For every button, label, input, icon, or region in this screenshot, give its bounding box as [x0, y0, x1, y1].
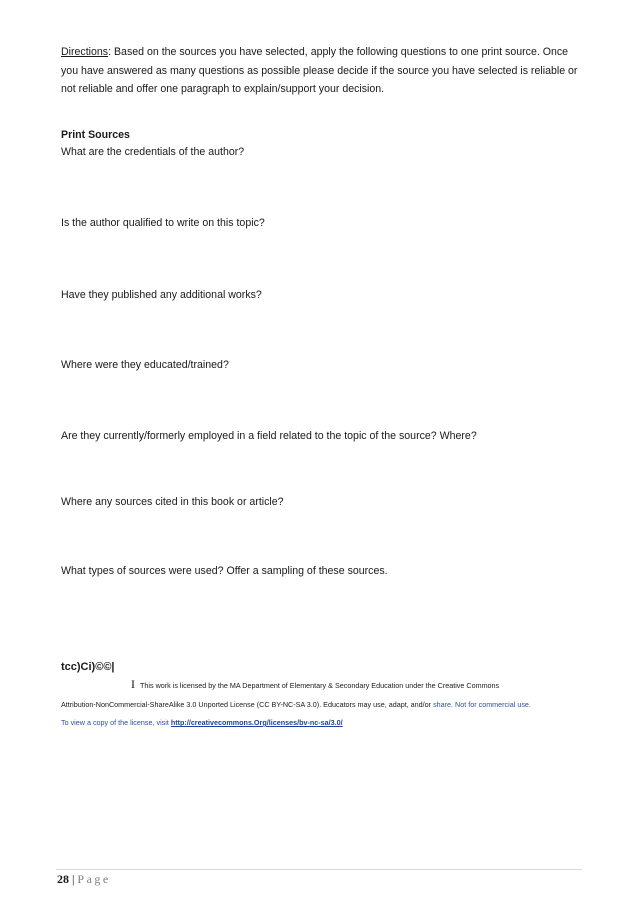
license-link[interactable]: http://creativecommons.Org/licenses/bv-nc-sa/3.0/ [170, 718, 343, 727]
section-title: Print Sources [61, 129, 130, 141]
license-text-main: This work is licensed by the MA Department of Elementary & Secondary Education under the Creative Commons Attribution-NonCommercial-ShareAlike 3.0 Unported License (CC BY-NC-SA 3.0). Educators may use, adapt, and/or [61, 681, 500, 709]
question-source-types: What types of sources were used? Offer a sampling of these sources. [61, 565, 388, 577]
directions-text: : Based on the sources you have selected, apply the following questions to one print source. Once you have answered as many questions as possible please decide if the source you have selected is reliable or not reliable and offer one paragraph to explain/support your decision. [61, 46, 578, 95]
question-educated: Where were they educated/trained? [61, 359, 229, 371]
license-notice [61, 677, 531, 733]
page-word: Page [77, 872, 111, 886]
page-number: 28 [57, 872, 69, 886]
page-footer [57, 872, 111, 886]
cc-license-logo: tcc)Ci)©©| [61, 661, 115, 673]
question-sources-cited: Where any sources cited in this book or article? [61, 496, 284, 508]
license-glyph: I [131, 677, 135, 691]
license-text-blue: share. Not for commercial use. To view a copy of the license, visit [61, 699, 531, 727]
directions-label: Directions [61, 46, 109, 58]
question-credentials: What are the credentials of the author? [61, 146, 245, 158]
footer-separator: | [69, 872, 78, 886]
question-published: Have they published any additional works? [61, 289, 262, 301]
question-qualified: Is the author qualified to write on this topic? [61, 217, 265, 229]
question-employed: Are they currently/formerly employed in a field related to the topic of the source? Where? [61, 430, 477, 442]
footer-divider [56, 869, 582, 870]
directions-paragraph [61, 43, 581, 99]
